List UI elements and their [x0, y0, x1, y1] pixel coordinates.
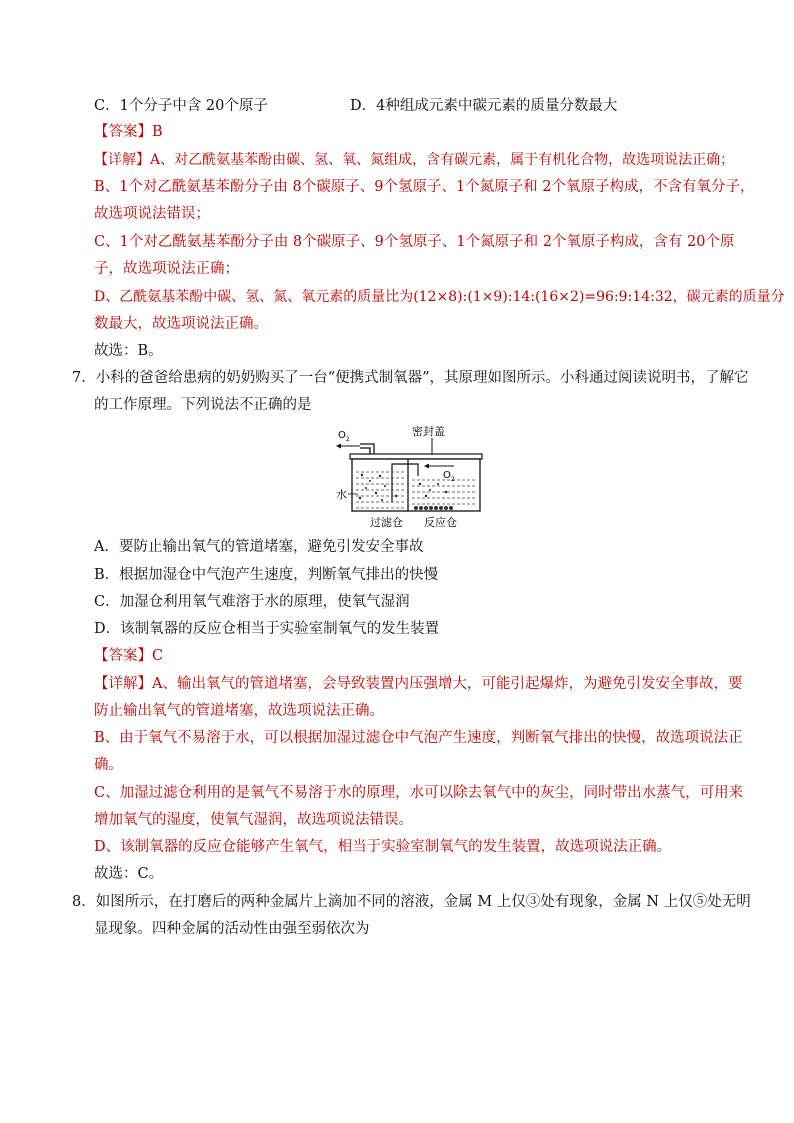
o2-outlet-sub: 2 — [346, 436, 350, 443]
q7-detail-line: 确。 — [94, 757, 123, 773]
o2-arrowhead — [336, 444, 341, 449]
q6-detail-line: 数最大，故选项说法正确。 — [94, 316, 268, 332]
q7-option-b: B．根据加湿仓中气泡产生速度，判断氧气排出的快慢 — [94, 567, 439, 583]
q6-detail-line: B、1个对乙酰氨基苯酚分子由 8个碳原子、9个氢原子、1个氮原子和 2个氧原子构成，不含有氧分子， — [94, 179, 755, 195]
filter-chamber-label: 过滤仓 — [370, 516, 403, 529]
q6-detail-line: C、1个对乙酰氨基苯酚分子由 8个碳原子、9个氢原子、1个氮原子和 2个氧原子构成，含有 20个原 — [94, 234, 735, 250]
q6-detail-line: D、乙酰氨基苯酚中碳、氢、氮、氧元素的质量比为(12×8):(1×9):14:(16×2)=96:9:14:32，碳元素的质量分 — [94, 289, 785, 305]
q7-conclusion: 故选：C。 — [94, 866, 164, 882]
q7-detail-line: C、加湿过滤仓利用的是氧气不易溶于水的原理，水可以除去氧气中的灰尘，同时带出水蒸气，可用来 — [94, 785, 744, 801]
q6-option-c: C．1个分子中含 20个原子 — [94, 98, 268, 114]
q7-detail-line: 增加氧气的湿度，使氧气湿润，故选项说法错误。 — [94, 812, 413, 828]
q6-answer: 【答案】B — [94, 124, 163, 140]
q7-stem-cont: 的工作原理。下列说法不正确的是 — [94, 397, 312, 413]
q6-detail-line: 【详解】A、对乙酰氨基苯酚由碳、氢、氧、氮组成，含有碳元素，属于有机化合物，故选项说法正确； — [94, 152, 735, 168]
q7-option-d: D．该制氧器的反应仓相当于实验室制氧气的发生装置 — [94, 621, 440, 637]
q7-detail-line: D、该制氧器的反应仓能够产生氧气，相当于实验室制氧气的发生装置，故选项说法正确。 — [94, 839, 672, 855]
q6-option-d: D．4种组成元素中碳元素的质量分数最大 — [350, 98, 618, 114]
o2-inner-sub: 2 — [451, 476, 455, 483]
container — [352, 459, 480, 511]
q7-detail-line: 【详解】A、输出氧气的管道堵塞，会导致装置内压强增大，可能引起爆炸，为避免引发安全事故，要 — [94, 676, 743, 692]
q6-detail-line: 故选项说法错误； — [94, 206, 210, 222]
sealed-lid — [350, 454, 482, 459]
q8-stem-cont: 显现象。四种金属的活动性由强至弱依次为 — [94, 921, 370, 937]
q7-option-c: C．加湿仓利用氧气难溶于水的原理，使氧气湿润 — [94, 594, 410, 610]
q8-stem: 8．如图所示，在打磨后的两种金属片上滴加不同的溶液，金属 M 上仅③处有现象，金属 N 上仅⑤处无明 — [72, 894, 751, 910]
reaction-chamber-label: 反应仓 — [424, 516, 457, 529]
q7-detail-line: B、由于氧气不易溶于水，可以根据加湿过滤仓中气泡产生速度，判断氧气排出的快慢，故选项说法正 — [94, 730, 743, 746]
lid-label: 密封盖 — [412, 426, 445, 438]
water-label: 水 — [336, 488, 347, 501]
q6-detail-line: 子，故选项说法正确； — [94, 261, 239, 277]
oxygen-generator-diagram — [330, 426, 490, 532]
q7-stem: 7．小科的爸爸给患病的奶奶购买了一台“便携式制氧器”，其原理如图所示。小科通过阅读说明书，了解它 — [72, 370, 749, 386]
q7-answer: 【答案】C — [94, 648, 164, 664]
q7-detail-line: 防止输出氧气的管道堵塞，故选项说法正确。 — [94, 703, 384, 719]
q6-conclusion: 故选：B。 — [94, 343, 163, 359]
o2-inner-label: O — [443, 470, 451, 481]
q7-option-a: A．要防止输出氧气的管道堵塞，避免引发安全事故 — [94, 539, 424, 555]
o2-outlet-label: O — [338, 430, 346, 441]
